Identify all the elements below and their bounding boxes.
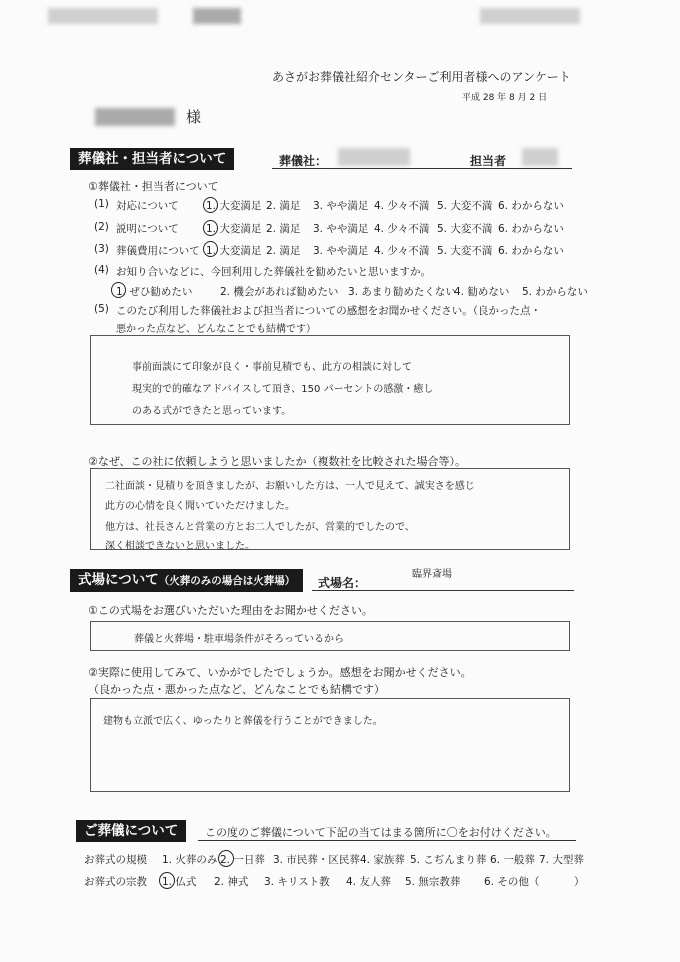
option-dont-know[interactable]: 6. わからない (498, 200, 564, 212)
option-somewhat-dissatisfied[interactable]: 4. 少々不満 (374, 200, 430, 212)
answer-line: 建物も立派で広く、ゆったりと葬儀を行うことができました。 (103, 716, 383, 727)
redacted-header-mid (193, 8, 241, 24)
option-other-close: ） (574, 876, 585, 888)
option-other[interactable]: 6. その他（ (484, 876, 540, 888)
company-label: 葬儀社： (279, 154, 328, 168)
answer-line: 二社面談・見積りを頂きましたが、お願いした方は、一人で見えて、誠実さを感じ (105, 481, 475, 492)
option-family[interactable]: 4. 家族葬 (360, 854, 405, 866)
row-number: (5) (94, 303, 109, 315)
option-shinto[interactable]: 2. 神式 (214, 876, 249, 888)
reason-question: ②なぜ、この社に依頼しようと思いましたか（複数社を比較された場合等）。 (88, 455, 467, 468)
redacted-header-left (48, 8, 158, 24)
option-very-dissatisfied[interactable]: 5. 大変不満 (437, 223, 493, 235)
venue-reason-question: ①この式場をお選びいただいた理由をお聞かせください。 (88, 604, 373, 617)
redacted-company-name (338, 148, 410, 166)
section-venue-title (70, 569, 303, 592)
option-dont-know[interactable]: 6. わからない (498, 223, 564, 235)
religion-label: お葬式の宗教 (84, 876, 147, 888)
survey-title: あさがお葬儀社紹介センターご利用者様へのアンケート (272, 70, 571, 84)
funeral-instruction: この度のご葬儀について下記の当てはまる箇所に〇をお付けください。 (205, 826, 557, 839)
selection-circle (111, 282, 126, 298)
venue-impression-question-continued: （良かった点・悪かった点など、どんなことでも結構です） (88, 683, 385, 696)
venue-impression-question: ②実際に使用してみて、いかがでしたでしょうか。感想をお聞かせください。 (88, 666, 472, 679)
option-christian[interactable]: 3. キリスト教 (264, 876, 330, 888)
section-funeral-company-title: 葬儀社・担当者について (70, 148, 234, 170)
option-small[interactable]: 5. こぢんまり葬 (410, 854, 487, 866)
selection-circle (159, 872, 175, 889)
option-friend[interactable]: 4. 友人葬 (346, 876, 391, 888)
section-venue-title-text: 式場について (78, 572, 159, 588)
selection-circle (203, 197, 218, 213)
q1-heading: ①葬儀社・担当者について (88, 180, 219, 193)
option-somewhat-satisfied[interactable]: 3. やや満足 (313, 223, 369, 235)
question-text-continued: 悪かった点など、どんなことでも結構です） (116, 324, 316, 335)
option-dont-know[interactable]: 6. わからない (498, 245, 564, 257)
option-dont-know[interactable]: 5. わからない (522, 286, 588, 298)
option-somewhat-dissatisfied[interactable]: 4. 少々不満 (374, 245, 430, 257)
redacted-header-right (480, 8, 580, 24)
option-very-satisfied[interactable]: 1. 大変満足 (206, 223, 262, 235)
option-somewhat-satisfied[interactable]: 3. やや満足 (313, 200, 369, 212)
recommend-options (116, 284, 588, 300)
option-nonreligious[interactable]: 5. 無宗教葬 (405, 876, 461, 888)
answer-line: 現実的で的確なアドバイスして頂き、150 パーセントの感激・癒し (132, 384, 434, 395)
option-general[interactable]: 6. 一般葬 (490, 854, 535, 866)
funeral-scale-row (84, 852, 584, 868)
answer-line: 深く相談できないと思いました。 (105, 541, 255, 552)
option-not-really-recommend[interactable]: 3. あまり勧めたくない (348, 286, 456, 298)
option-citizen[interactable]: 3. 市民葬・区民葬 (273, 854, 360, 866)
option-one-day[interactable]: 2. 一日葬 (220, 854, 265, 866)
option-definitely-recommend[interactable]: 1. ぜひ勧めたい (116, 286, 193, 298)
option-large[interactable]: 7. 大型葬 (539, 854, 584, 866)
selection-circle (203, 241, 218, 257)
survey-date: 平成 28 年 8 月 2 日 (462, 93, 548, 103)
option-cremation-only[interactable]: 1. 火葬のみ (162, 854, 218, 866)
venue-name: 臨界斎場 (412, 569, 452, 580)
answer-line: 事前面談にて印象が良く・事前見積でも、此方の相談に対して (132, 362, 412, 373)
answer-line: 他方は、社長さんと営業の方とお二人でしたが、営業的でしたので、 (105, 522, 415, 533)
rating-row-explanation (94, 221, 574, 237)
row-number: (1) (94, 198, 109, 210)
option-not-recommend[interactable]: 4. 勧めない (454, 286, 510, 298)
rating-row-response (94, 198, 574, 214)
staff-label: 担当者 (470, 154, 507, 168)
row-number: (3) (94, 243, 109, 255)
company-underline (272, 168, 572, 169)
venue-underline (312, 590, 574, 591)
recommend-question (94, 264, 574, 280)
row-label: 対応について (116, 200, 179, 212)
row-number: (2) (94, 221, 109, 233)
option-somewhat-satisfied[interactable]: 3. やや満足 (313, 245, 369, 257)
option-satisfied[interactable]: 2. 満足 (266, 200, 301, 212)
question-text: お知り合いなどに、今回利用した葬儀社を勧めたいと思いますか。 (116, 266, 431, 278)
impression-question (94, 303, 574, 319)
option-recommend-if-chance[interactable]: 2. 機会があれば勧めたい (220, 286, 339, 298)
selection-circle (218, 850, 234, 867)
question-text: このたび利用した葬儀社および担当者についての感想をお聞かせください。（良かった点・ (116, 305, 542, 317)
venue-label: 式場名： (318, 576, 367, 590)
option-buddhist[interactable]: 1. 仏式 (162, 876, 197, 888)
option-satisfied[interactable]: 2. 満足 (266, 245, 301, 257)
redacted-staff-name (522, 148, 558, 166)
row-number: (4) (94, 264, 109, 276)
scale-label: お葬式の規模 (84, 854, 147, 866)
option-very-satisfied[interactable]: 1. 大変満足 (206, 245, 262, 257)
answer-line: 葬儀と火葬場・駐車場条件がそろっているから (134, 634, 344, 645)
honorific: 様 (186, 108, 202, 126)
option-very-dissatisfied[interactable]: 5. 大変不満 (437, 200, 493, 212)
section-venue-title-note: （火葬のみの場合は火葬場） (158, 575, 296, 587)
option-satisfied[interactable]: 2. 満足 (266, 223, 301, 235)
rating-row-cost (94, 243, 574, 259)
redacted-recipient-name (95, 108, 175, 126)
instruction-underline (198, 840, 576, 841)
option-very-dissatisfied[interactable]: 5. 大変不満 (437, 245, 493, 257)
section-funeral-title: ご葬儀について (76, 820, 186, 842)
row-label: 説明について (116, 223, 179, 235)
option-very-satisfied[interactable]: 1. 大変満足 (206, 200, 262, 212)
option-somewhat-dissatisfied[interactable]: 4. 少々不満 (374, 223, 430, 235)
answer-line: 此方の心情を良く聞いていただけました。 (105, 501, 295, 512)
answer-line: のある式ができたと思っています。 (132, 406, 292, 417)
row-label: 葬儀費用について (116, 245, 200, 257)
selection-circle (203, 220, 218, 236)
